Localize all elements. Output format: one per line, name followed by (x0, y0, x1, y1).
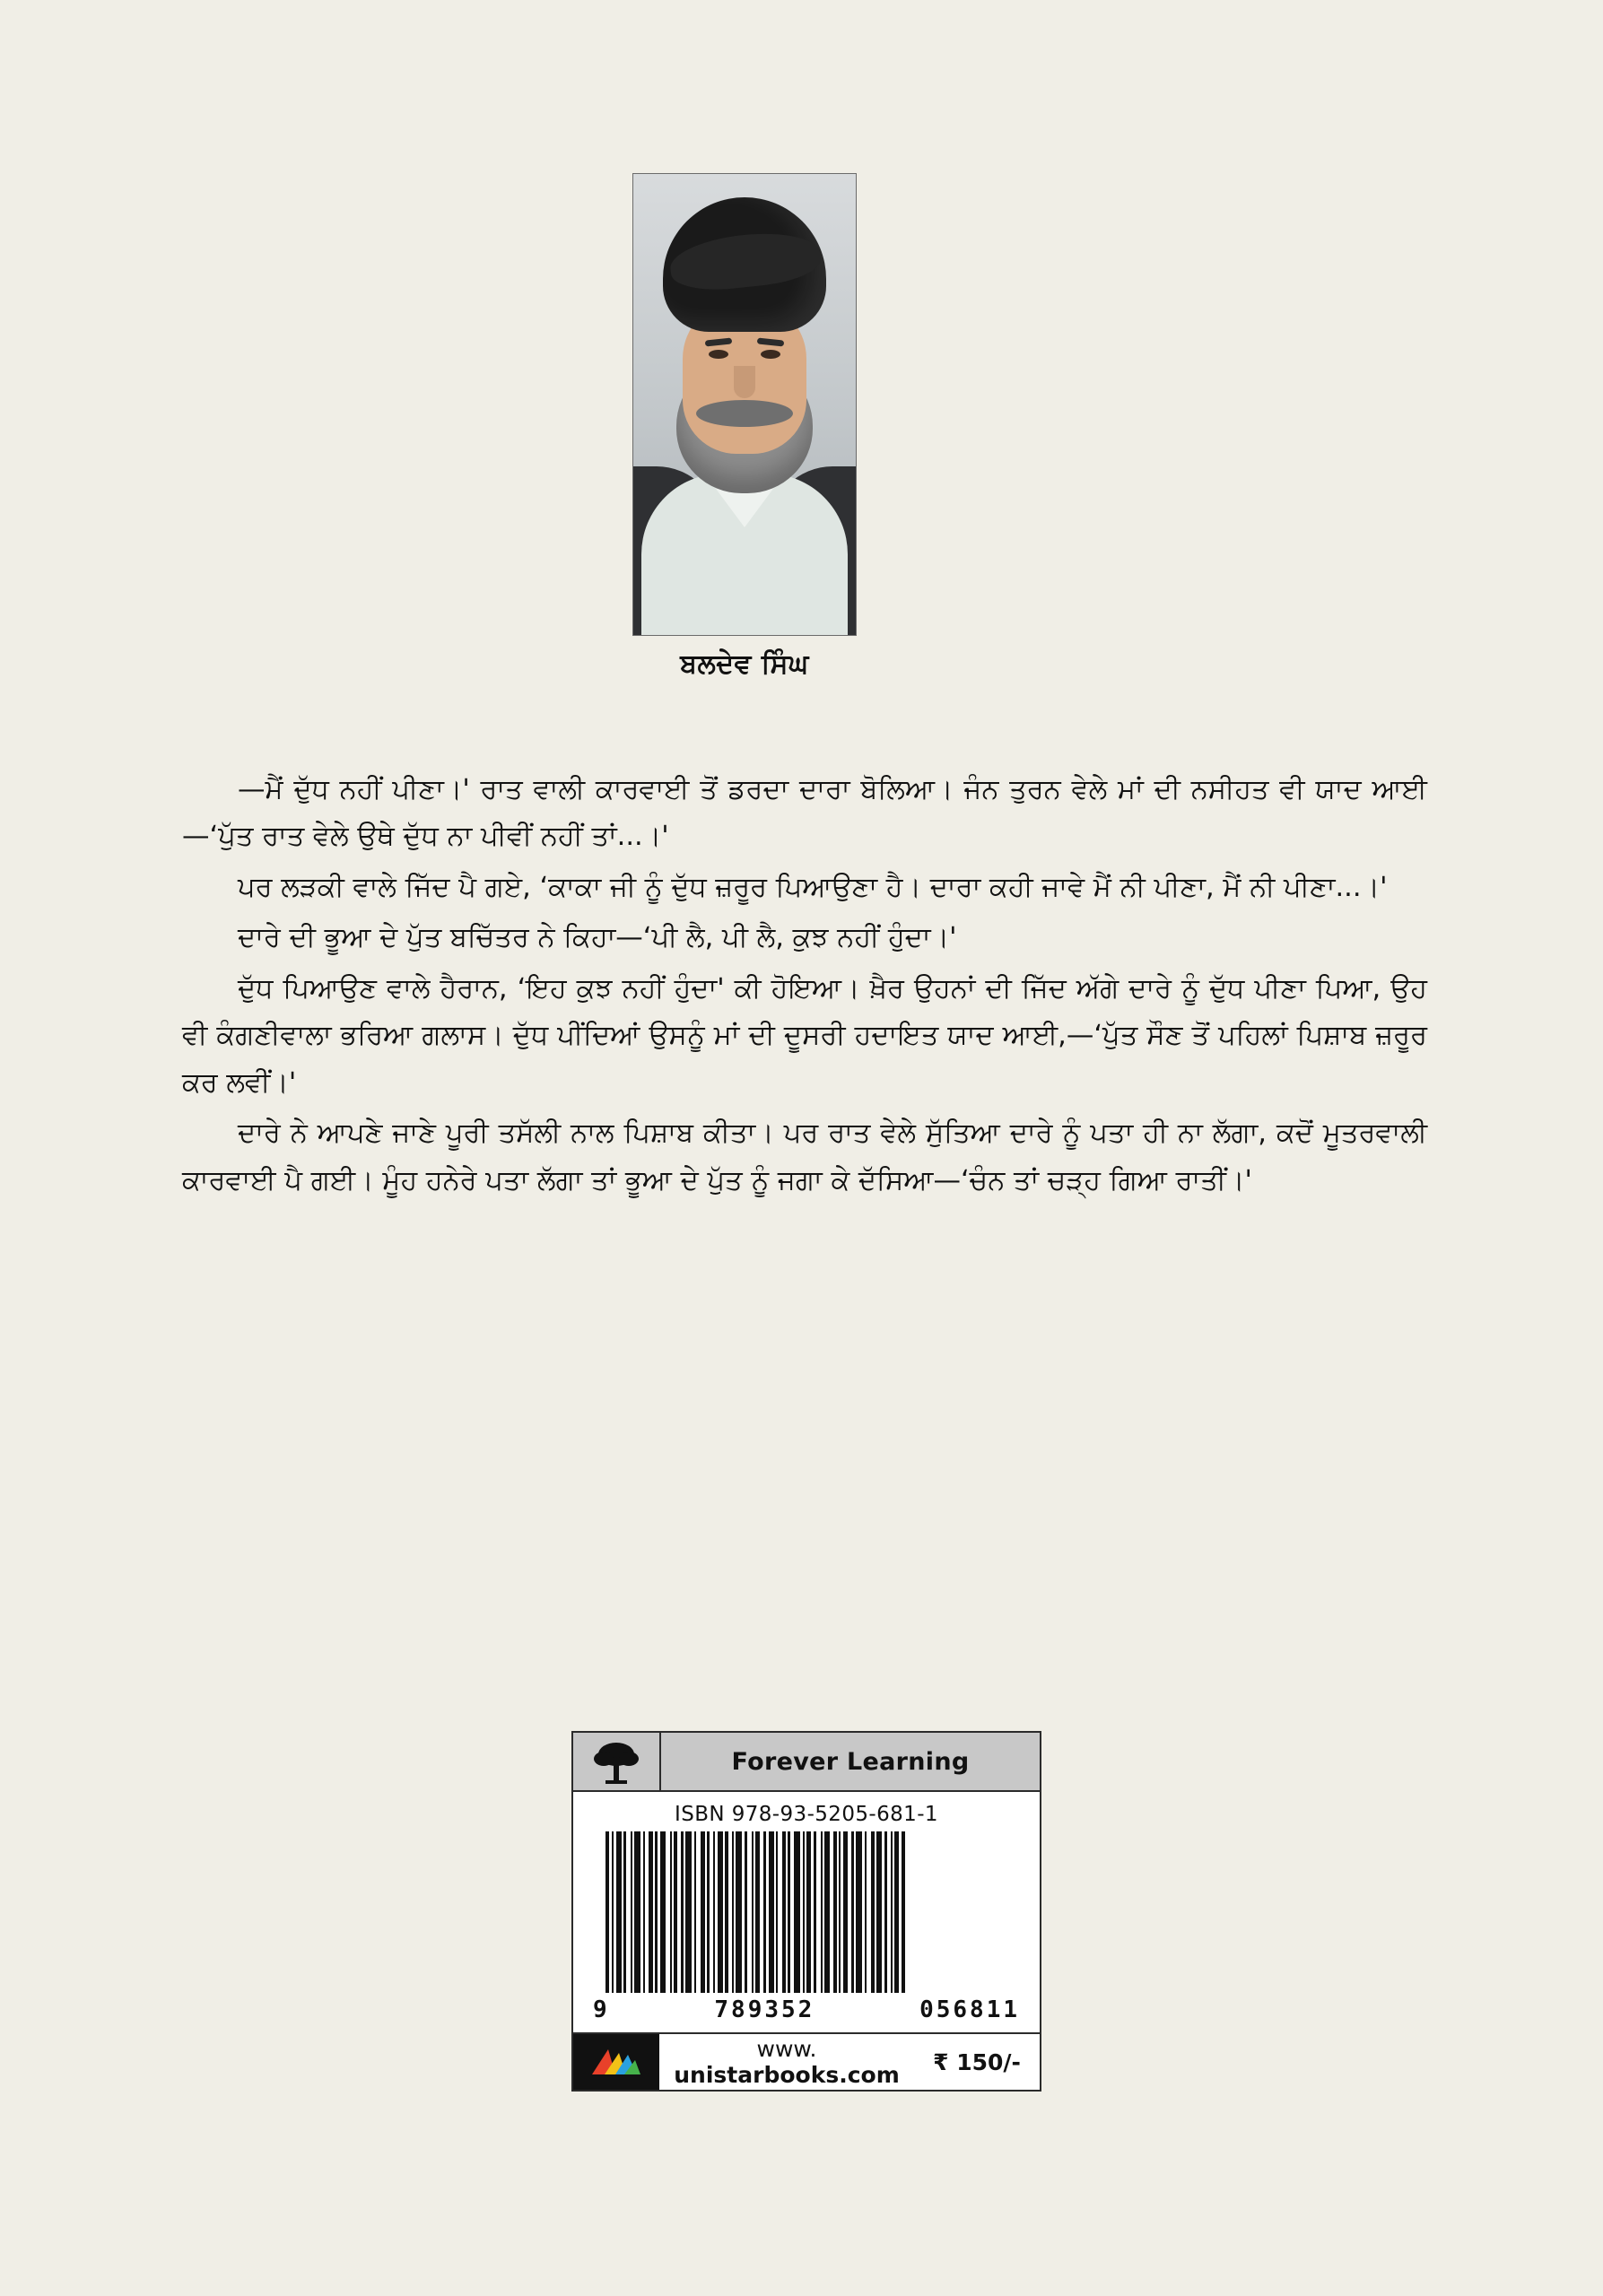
blurb-text (182, 767, 1427, 1208)
price-label: ₹ 150/- (933, 2048, 1021, 2075)
blurb-paragraph: —ਮੈਂ ਦੁੱਧ ਨਹੀਂ ਪੀਣਾ।' ਰਾਤ ਵਾਲੀ ਕਾਰਵਾਈ ਤੋਂ ਡਰਦਾ ਦਾਰਾ ਬੋਲਿਆ। ਜੰਨ ਤੁਰਨ ਵੇਲੇ ਮਾਂ ਦੀ ਨਸੀਹਤ ਵੀ ਯਾਦ ਆਈ—‘ਪੁੱਤ ਰਾਤ ਵੇਲੇ ਉਥੇ ਦੁੱਧ ਨਾ ਪੀਵੀਂ ਨਹੀਂ ਤਾਂ...।' (182, 774, 1427, 853)
barcode-digits-left-group: 789352 (714, 1996, 815, 2023)
barcode-digits (573, 1996, 1040, 2032)
imprint-header (573, 1733, 1040, 1792)
publisher-footer (573, 2032, 1040, 2090)
portrait-eye-right (761, 350, 780, 359)
blurb-paragraph: ਦੁੱਧ ਪਿਆਉਣ ਵਾਲੇ ਹੈਰਾਨ, ‘ਇਹ ਕੁਝ ਨਹੀਂ ਹੁੰਦਾ' ਕੀ ਹੋਇਆ। ਖ਼ੈਰ ਉਹਨਾਂ ਦੀ ਜਿੱਦ ਅੱਗੇ ਦਾਰੇ ਨੂੰ ਦੁੱਧ ਪੀਣਾ ਪਿਆ, ਉਹ ਵੀ ਕੰਗਣੀਵਾਲਾ ਭਰਿਆ ਗਲਾਸ। ਦੁੱਧ ਪੀਂਦਿਆਂ ਉਸਨੂੰ ਮਾਂ ਦੀ ਦੂਸਰੀ ਹਦਾਇਤ ਯਾਦ ਆਈ,—‘ਪੁੱਤ ਸੌਣ ਤੋਂ ਪਹਿਲਾਂ ਪਿਸ਼ਾਬ ਜ਼ਰੂਰ ਕਰ ਲਵੀਂ।' (182, 972, 1427, 1099)
portrait-eye-left (709, 350, 728, 359)
barcode-digit-check: 9 (593, 1996, 610, 2023)
blurb-paragraph: ਦਾਰੇ ਦੀ ਭੂਆ ਦੇ ਪੁੱਤ ਬਚਿੱਤਰ ਨੇ ਕਿਹਾ—‘ਪੀ ਲੈ, ਪੀ ਲੈ, ਕੁਝ ਨਹੀਂ ਹੁੰਦਾ।' (238, 922, 957, 954)
barcode-digits-right-group: 056811 (919, 1996, 1020, 2023)
blurb-paragraph: ਦਾਰੇ ਨੇ ਆਪਣੇ ਜਾਣੇ ਪੂਰੀ ਤਸੱਲੀ ਨਾਲ ਪਿਸ਼ਾਬ ਕੀਤਾ। ਪਰ ਰਾਤ ਵੇਲੇ ਸੁੱਤਿਆ ਦਾਰੇ ਨੂੰ ਪਤਾ ਹੀ ਨਾ ਲੱਗਾ, ਕਦੋਂ ਮੂਤਰਵਾਲੀ ਕਾਰਵਾਈ ਪੈ ਗਈ। ਮੂੰਹ ਹਨੇਰੇ ਪਤਾ ਲੱਗਾ ਤਾਂ ਭੂਆ ਦੇ ਪੁੱਤ ਨੂੰ ਜਗਾ ਕੇ ਦੱਸਿਆ—‘ਚੰਨ ਤਾਂ ਚੜ੍ਹ ਗਿਆ ਰਾਤੀਂ।' (182, 1118, 1427, 1196)
tree-icon (573, 1733, 661, 1790)
blurb-paragraph: ਪਰ ਲੜਕੀ ਵਾਲੇ ਜਿੱਦ ਪੈ ਗਏ, ‘ਕਾਕਾ ਜੀ ਨੂੰ ਦੁੱਧ ਜ਼ਰੂਰ ਪਿਆਉਣਾ ਹੈ। ਦਾਰਾ ਕਹੀ ਜਾਵੇ ਮੈਂ ਨੀ ਪੀਣਾ, ਮੈਂ ਨੀ ਪੀਣਾ...।' (238, 871, 1388, 903)
author-block (633, 173, 856, 680)
isbn-text: ISBN 978-93-5205-681-1 (675, 1803, 938, 1826)
publisher-website[interactable] (659, 2036, 914, 2088)
website-prefix: www. (756, 2036, 817, 2062)
barcode-bars (605, 1831, 1007, 1993)
website-name: unistarbooks.com (674, 2062, 900, 2088)
portrait-nose (734, 366, 755, 398)
author-portrait-photo (632, 173, 857, 636)
barcode-block (571, 1731, 1041, 2092)
imprint-name: Forever Learning (731, 1747, 970, 1776)
author-name: ਬਲਦੇਵ ਸਿੰਘ (680, 648, 809, 680)
portrait-moustache (696, 400, 793, 427)
unistar-logo-icon (573, 2034, 659, 2090)
